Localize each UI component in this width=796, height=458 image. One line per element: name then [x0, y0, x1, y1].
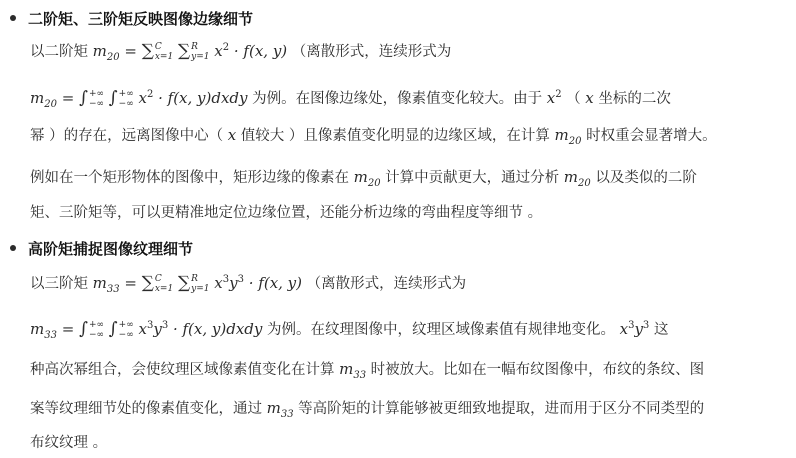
formula-m20-continuous: $m_{20}$ = ∫ +∞ −∞ ∫ +∞ −∞ $x^2 \cdot f(x$, y)dxdy [30, 88, 248, 110]
s1-line-1 [30, 40, 451, 62]
text: （离散形式，连续形式为 [287, 44, 452, 60]
text: 以三阶矩 [30, 276, 93, 292]
s2-line-5 [30, 432, 107, 454]
s1-line-4 [30, 166, 697, 188]
s1-line-3 [30, 124, 717, 146]
bullet-icon [10, 15, 16, 21]
section-1-heading: 二阶矩、三阶矩反映图像边缘细节 [28, 9, 254, 28]
section-2-heading: 高阶矩捕捉图像纹理细节 [28, 239, 194, 258]
s1-line-2 [30, 87, 671, 109]
s2-line-3 [30, 358, 704, 380]
s1-line-5 [30, 202, 542, 224]
bullet-icon [10, 245, 16, 251]
text: （ [561, 91, 586, 107]
text: 矩、三阶矩等，可以更精准地定位边缘位置，还能分析边缘的弯曲程度等细节 。 [30, 205, 543, 221]
text: 种高次幂组合，会使纹理区域像素值变化在计算 [30, 362, 340, 378]
formula-m33: $m_{33}$ [339, 360, 367, 381]
formula-m33: $m_{33}$ [266, 399, 294, 420]
text: 为例。在图像边缘处，像素值变化较大。由于 [247, 91, 547, 107]
s2-line-4 [30, 397, 704, 419]
formula-m20: $m_{20}$ [563, 168, 591, 189]
formula-m20-discrete: $m_{20}$ = ∑ C x=1 ∑ R y=1 $x^2 \cdot f(x$, y) [92, 41, 288, 63]
text: 以二阶矩 [30, 44, 93, 60]
text: 例如在一个矩形物体的图像中，矩形边缘的像素在 [30, 170, 354, 186]
text: 计算中贡献更大，通过分析 [380, 170, 564, 186]
text: 这 [649, 322, 669, 338]
formula-m33-discrete: $m_{33}$ = ∑ C x=1 ∑ R y=1 $x^3y^3 \cdot f(x$, y) [92, 273, 303, 295]
text: 布纹纹理 。 [30, 435, 108, 451]
text: 以及类似的二阶 [590, 170, 697, 186]
text: 案等纹理细节处的像素值变化，通过 [30, 401, 267, 417]
text: 时被放大。比如在一幅布纹图像中，布纹的条纹、图 [366, 362, 705, 378]
text: 时权重会显著增大。 [581, 128, 717, 144]
section-2-heading-row [10, 236, 193, 260]
formula-x3y3: $x^3y^3$ [619, 320, 650, 338]
formula-x: x [227, 126, 237, 144]
formula-x: x [585, 89, 594, 107]
formula-m33-continuous: $m_{33}$ = ∫ +∞ −∞ ∫ +∞ −∞ $x^3y^3 \cdot f(x$, y)dxdy [30, 319, 263, 341]
formula-m20: $m_{20}$ [353, 168, 381, 189]
s2-line-1 [30, 272, 466, 294]
text: 为例。在纹理图像中，纹理区域像素值有规律地变化。 [262, 322, 620, 338]
formula-x2: $x^2$ [546, 89, 562, 107]
text: 坐标的二次 [593, 91, 671, 107]
text: （离散形式，连续形式为 [302, 276, 467, 292]
formula-m20: $m_{20}$ [554, 126, 582, 147]
text: 值较大 ）且像素值变化明显的边缘区域，在计算 [236, 128, 555, 144]
text: 等高阶矩的计算能够被更细致地提取，进而用于区分不同类型的 [293, 401, 705, 417]
s2-line-2 [30, 318, 668, 340]
text: 幂 ）的存在，远离图像中心（ [30, 128, 228, 144]
section-1-heading-row [10, 6, 253, 30]
